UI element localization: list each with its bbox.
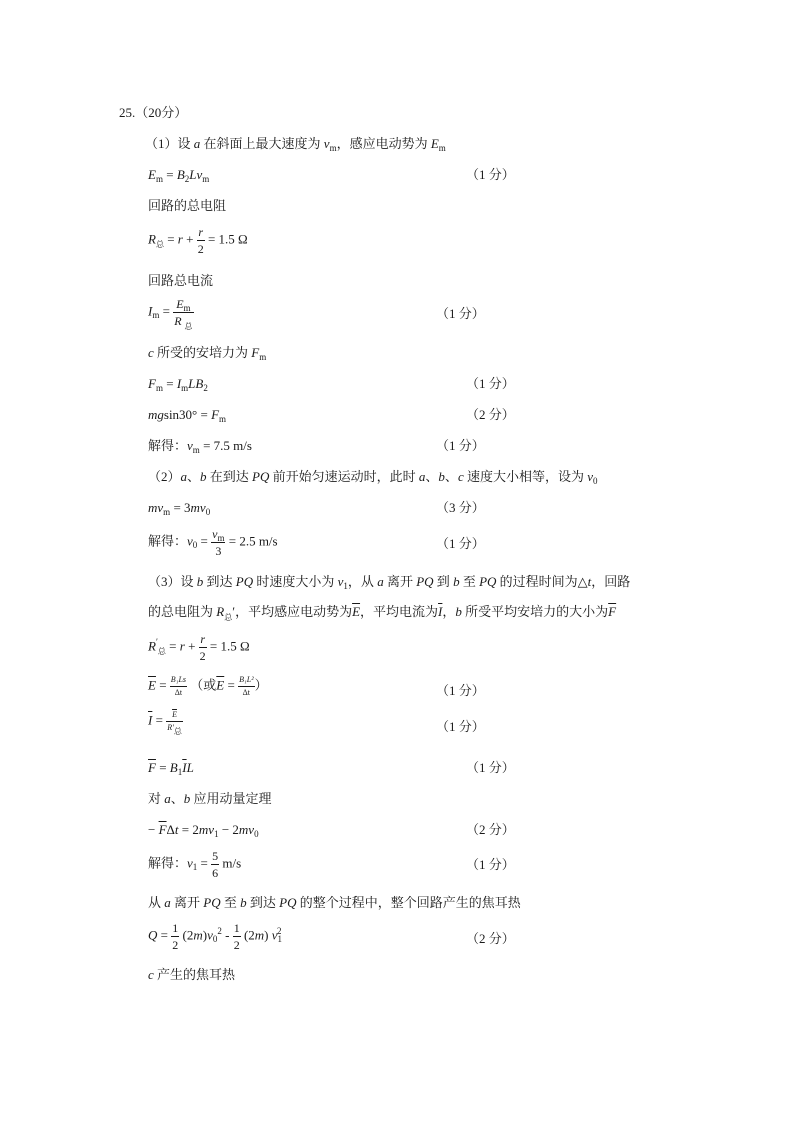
solution-v0: 解得：$v_0$ = $\frac{v_m}{3}$ = 2.5 m/s — [148, 527, 278, 558]
label-apply-momentum-theorem: 对 a、b 应用动量定理 — [148, 791, 272, 806]
part2-intro: （2）a、b 在到达 PQ 前开始匀速运动时，此时 a、b、c 速度大小相等，设为 $v_0$ — [148, 469, 598, 486]
equation-total-resistance: $R_总 = r$ + $\frac{r}{2}$ = 1.5 Ω — [148, 225, 248, 256]
score-balance: （2 分） — [466, 407, 515, 422]
solution-vm: 解得：$v_m = 7.5$ m/s — [148, 438, 252, 455]
problem-header — [119, 106, 187, 119]
equation-balance: $mgsin30^\circ = F_m$ — [148, 407, 227, 424]
score-average-emf: （1 分） — [436, 683, 485, 698]
part1-intro: （1）设 a 在斜面上最大速度为 $v_m$，感应电动势为 $E_m$ — [145, 136, 446, 153]
label-total-resistance: 回路的总电阻 — [148, 198, 227, 213]
score-impulse: （2 分） — [466, 822, 515, 837]
equation-average-current: $\overline{I}$ = $\frac{\overline{E}}{\text{R′总}}$ — [148, 710, 182, 736]
equation-impulse: − $\overline{F}\Delta t = 2mv_1 - 2mv_0$ — [148, 822, 259, 839]
equation-momentum: $mv_m = 3mv_0$ — [148, 500, 211, 517]
problem-points: （20分） — [135, 105, 188, 120]
score-emf: （1 分） — [466, 167, 515, 182]
equation-average-force: $\overline{F} = B_1\overline{I}L$ — [148, 760, 194, 777]
problem-number: 25. — [119, 105, 136, 120]
label-ampere-force: c 所受的安培力为 $F_m$ — [148, 345, 267, 362]
score-v0: （1 分） — [436, 536, 485, 551]
equation-joule-heat: Q = $\frac{1}{2}$ $(2m)v_0^2$ - $\frac{1}{2}$ (2m) $v_1^2$ — [148, 921, 283, 952]
label-joule-heat-c: c 产生的焦耳热 — [148, 967, 236, 982]
part3-intro-line1: （3）设 b 到达 PQ 时速度大小为 $v_1$，从 a 离开 PQ 到 b 至 PQ 的过程时间为△t，回路 — [148, 574, 631, 591]
score-v1: （1 分） — [466, 857, 515, 872]
solution-v1: 解得：$v_1$ = $\frac{5}{6}$ m/s — [148, 849, 242, 880]
equation-average-emf: $\overline{E}$ = $\frac{\text{B₁Ls}}{\Delta t}$ （或$\overline{E}$ = $\frac{\text{B₁L²}}{\Delta t}$ ） — [148, 675, 268, 697]
label-total-current: 回路总电流 — [148, 273, 214, 288]
score-vm: （1 分） — [436, 438, 485, 453]
label-joule-heat-total: 从 a 离开 PQ 至 b 到达 PQ 的整个过程中，整个回路产生的焦耳热 — [148, 895, 521, 910]
score-current: （1 分） — [436, 306, 485, 321]
equation-total-resistance-prime: $R'_总 = r$ + $\frac{r}{2}$ = 1.5 Ω — [148, 632, 250, 663]
score-average-current: （1 分） — [436, 719, 485, 734]
equation-current: $I_m$ = $\frac{E_m}{R _总}$ — [148, 297, 193, 331]
score-force: （1 分） — [466, 376, 515, 391]
equation-force: $F_m = I_mLB_2$ — [148, 376, 208, 393]
part3-intro-line2: 的总电阻为 $R_总'$，平均感应电动势为$\overline{E}$，平均电流为$\overline{I}$，b 所受平均安培力的大小为$\overline{F}$ — [148, 604, 617, 622]
equation-emf: $E_m = B_2Lv_m$ — [148, 167, 210, 184]
score-momentum: （3 分） — [436, 500, 485, 515]
score-average-force: （1 分） — [466, 760, 515, 775]
score-joule-heat: （2 分） — [466, 931, 515, 946]
